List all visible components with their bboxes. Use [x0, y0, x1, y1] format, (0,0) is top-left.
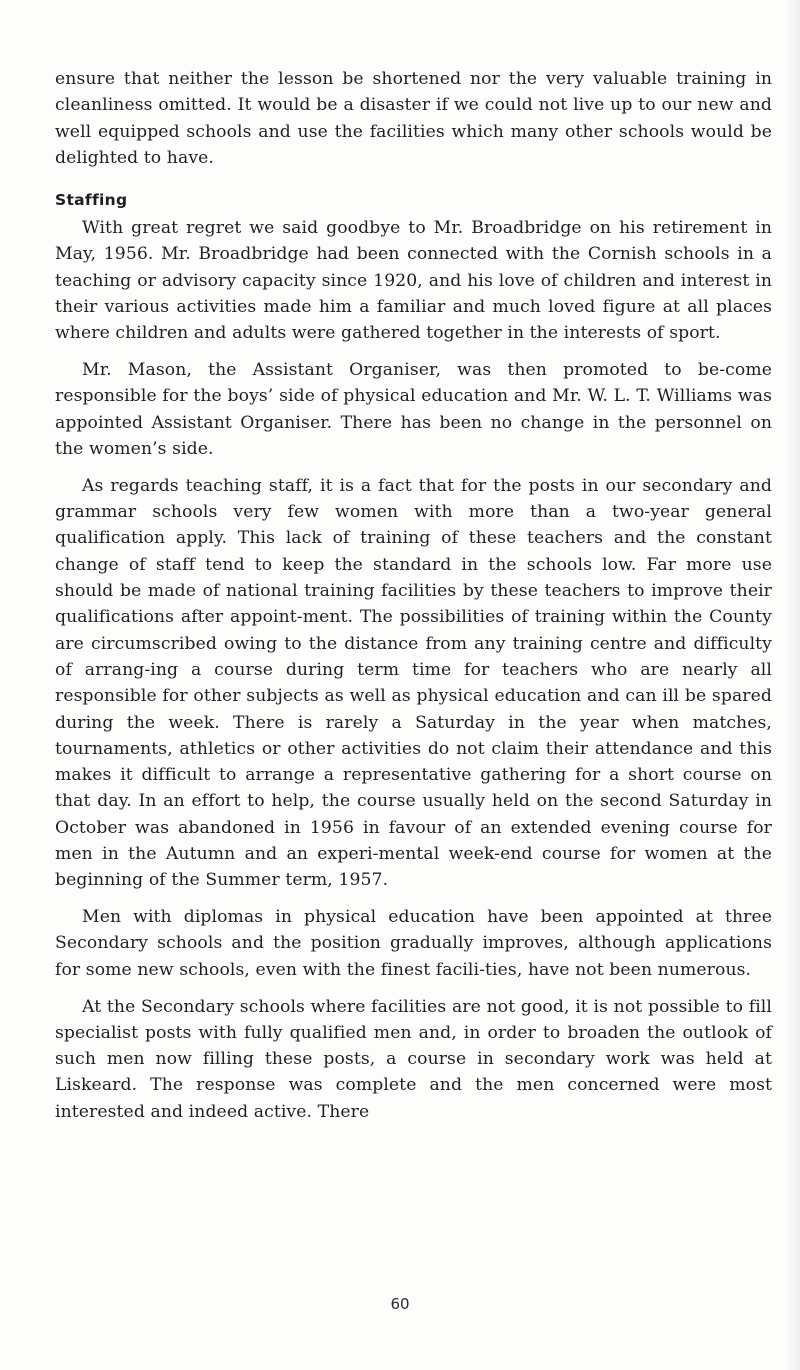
- paragraph-continuation: ensure that neither the lesson be shortened nor the very valuable training in cleanliness omitted. It would be a disaster if we could not live up to our new and well equipped schools and use the facilities which many other schools would be delighted to have.: [55, 69, 772, 168]
- paragraph-organiser: Mr. Mason, the Assistant Organiser, was then promoted to be-come responsible for the boys’ side of physical education and Mr. W. L. T. Williams was appointed Assistant Organiser. There has been no change in the personnel on the women’s side.: [55, 360, 772, 460]
- paragraph-diplomas: Men with diplomas in physical education have been appointed at three Secondary schools and the position gradually improves, although applications for some new schools, even with the finest facili-ties, have not been numerous.: [55, 907, 772, 980]
- paragraph-retirement: With great regret we said goodbye to Mr. Broadbridge on his retirement in May, 1956. Mr. Broadbridge had been connected with the Cornish schools in a teaching or advisory capacity since 1920, and his love of children and interest in their various activities made him a familiar and much loved figure at all places where children and adults were gathered together in the interests of sport.: [55, 218, 772, 344]
- paragraph-secondary-schools: At the Secondary schools where facilities are not good, it is not possible to fill specialist posts with fully qualified men and, in order to broaden the outlook of such men now filling these posts, a course in secondary work was held at Liskeard. The response was complete and the men concerned were most interested and indeed active. There: [55, 996, 772, 1122]
- page-number: 60: [390, 1295, 410, 1313]
- paragraph-teaching-staff: As regards teaching staff, it is a fact that for the posts in our secondary and grammar schools very few women with more than a two-year general qualification apply. This lack of training of these teachers and the constant change of staff tend to keep the standard in the schools low. Far more use should be made of national training facilities by these teachers to improve their qualifications after appoint-ment. The possibilities of training within the County are circumscribed owing to the distance from any training centre and difficulty of arrang-ing a course during term time for teachers who are nearly all responsible for other subjects as well as physical education and can ill be spared during the week. There is rarely a Saturday in the year when matches, tournaments, athletics or other activities do not claim their attendance and this makes it difficult to arrange a representative gathering for a short course on that day. In an effort to help, the course usually held on the second Saturday in October was abandoned in 1956 in favour of an extended evening course for men in the Autumn and an experi-mental week-end course for women at the beginning of the Summer term, 1957.: [55, 475, 772, 891]
- section-heading-staffing: Staffing: [55, 191, 128, 210]
- body-text: [55, 66, 772, 1125]
- page-edge-shadow: [786, 0, 800, 1370]
